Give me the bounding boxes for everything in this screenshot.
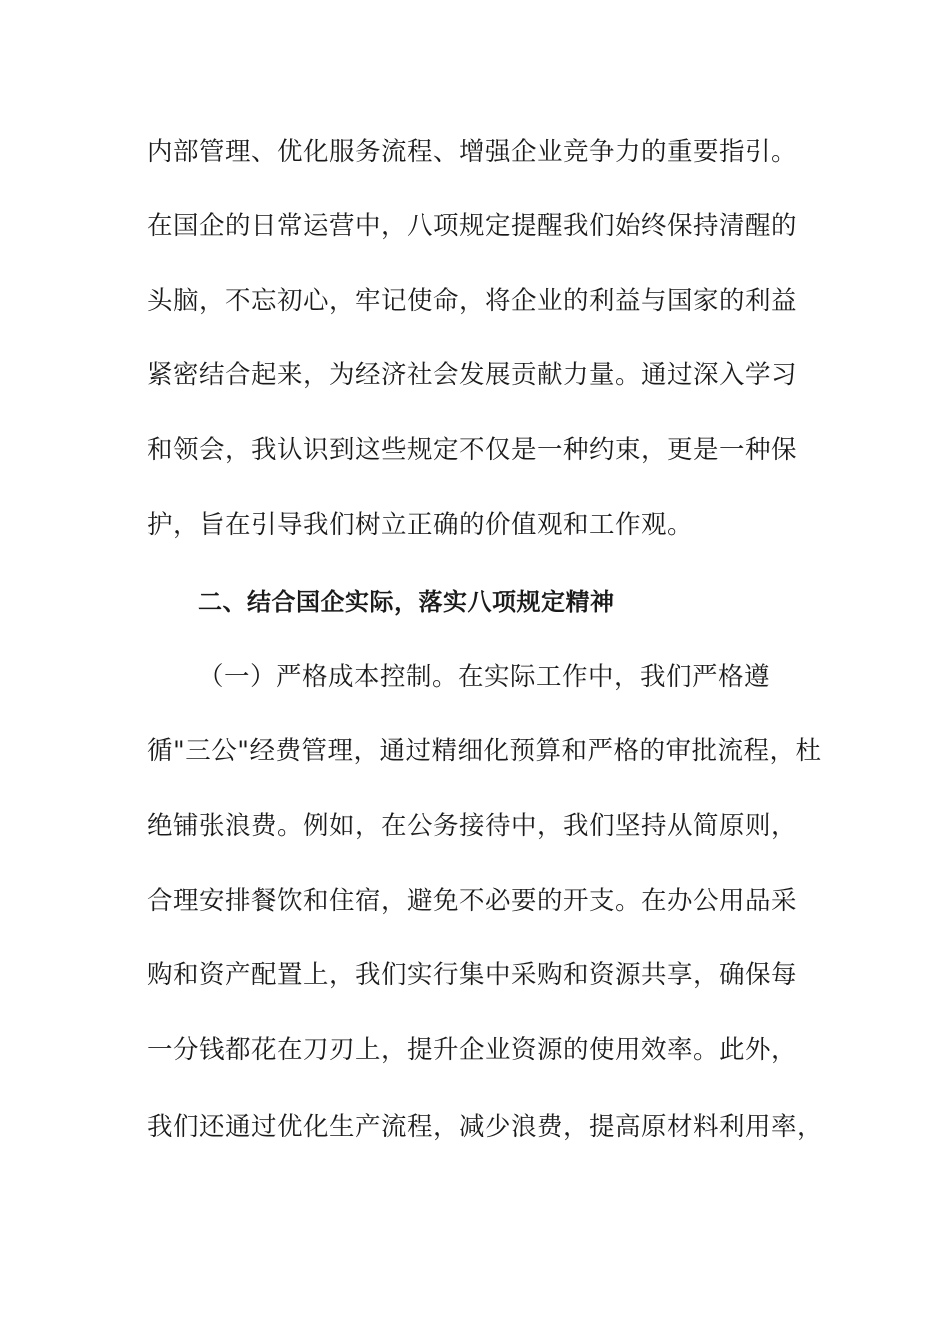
- paragraph-line-6: 护，旨在引导我们树立正确的价值观和工作观。: [147, 510, 694, 540]
- paragraph-line-1: 内部管理、优化服务流程、增强企业竞争力的重要指引。: [147, 137, 798, 167]
- paragraph-line-3: 头脑，不忘初心，牢记使命，将企业的利益与国家的利益: [147, 286, 798, 316]
- section-paragraph-line-6: 一分钱都花在刀刃上，提升企业资源的使用效率。此外，: [147, 1035, 798, 1065]
- section-paragraph-line-4: 合理安排餐饮和住宿，避免不必要的开支。在办公用品采: [147, 886, 798, 916]
- section-paragraph-line-1: （一）严格成本控制。在实际工作中，我们严格遵: [198, 662, 771, 692]
- paragraph-line-2: 在国企的日常运营中，八项规定提醒我们始终保持清醒的: [147, 211, 798, 241]
- section-paragraph-line-5: 购和资产配置上，我们实行集中采购和资源共享，确保每: [147, 960, 798, 990]
- paragraph-line-4: 紧密结合起来，为经济社会发展贡献力量。通过深入学习: [147, 360, 798, 390]
- section-paragraph-line-3: 绝铺张浪费。例如，在公务接待中，我们坚持从简原则，: [147, 811, 798, 841]
- section-paragraph-line-2: 循"三公"经费管理，通过精细化预算和严格的审批流程，杜: [147, 736, 822, 766]
- section-heading: 二、结合国企实际，落实八项规定精神: [198, 588, 615, 616]
- section-paragraph-line-7: 我们还通过优化生产流程，减少浪费，提高原材料利用率，: [147, 1112, 824, 1142]
- paragraph-line-5: 和领会，我认识到这些规定不仅是一种约束，更是一种保: [147, 435, 798, 465]
